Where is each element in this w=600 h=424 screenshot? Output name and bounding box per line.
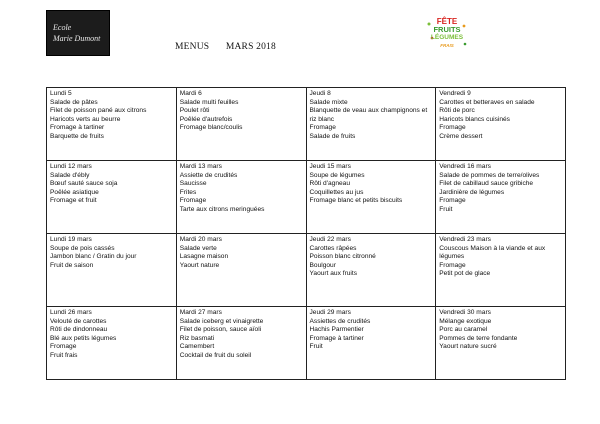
menu-item: Fruit: [439, 205, 453, 213]
menu-item: Crème dessert: [439, 132, 483, 140]
menu-item: Haricots verts au beurre: [50, 115, 121, 123]
menu-item: Soupe de légumes: [309, 171, 365, 179]
menu-item: Carottes râpées: [309, 244, 357, 252]
menu-item: Blanquette de veau aux champignons et riz blanc: [309, 107, 428, 123]
menu-item: Salade de fruits: [309, 132, 356, 140]
menu-item: Yaourt nature: [179, 261, 220, 269]
week-row: [47, 88, 566, 161]
menu-item: Mélange exotique: [439, 317, 492, 325]
festival-logo-fete: FÊTE: [436, 17, 458, 26]
menu-item: Cocktail de fruit du soleil: [179, 351, 252, 359]
menu-item: Saucisse: [179, 180, 207, 188]
menu-item: Fromage: [309, 124, 336, 132]
festival-logo: [426, 18, 468, 54]
menu-item: Fromage blanc et petits biscuits: [309, 197, 403, 205]
menu-item: Boulgour: [309, 261, 336, 269]
menu-cell: [47, 161, 177, 234]
menu-day: Lundi 26 mars: [50, 309, 92, 316]
menu-day: Mardi 20 mars: [179, 236, 222, 243]
menu-item: Fromage: [179, 197, 207, 205]
menu-item: Coquillettes au jus: [309, 188, 364, 196]
menu-item: Barquette de fruits: [50, 132, 104, 140]
menu-cell: [176, 234, 306, 307]
menu-day: Lundi 5: [50, 90, 72, 97]
menu-day: Jeudi 22 mars: [309, 236, 351, 243]
menu-item: Hachis Parmentier: [309, 326, 364, 334]
menu-day: Mardi 6: [179, 90, 202, 97]
page-title: [175, 42, 276, 52]
menu-item: Velouté de carottes: [50, 317, 107, 325]
week-row: [47, 234, 566, 307]
menu-item: Yaourt nature sucré: [439, 343, 497, 351]
school-logo: [46, 10, 110, 56]
menu-cell: [306, 307, 436, 380]
menu-cell: [306, 88, 436, 161]
week-row: [47, 161, 566, 234]
menu-item: Fromage: [439, 124, 466, 132]
menu-item: Haricots blancs cuisinés: [439, 115, 510, 123]
menu-day: Vendredi 30 mars: [439, 309, 491, 316]
menu-cell: [436, 161, 566, 234]
menu-cell: [306, 234, 436, 307]
menu-item: Soupe de pois cassés: [50, 244, 115, 252]
menu-item: Porc au caramel: [439, 326, 488, 334]
menu-cell: [436, 307, 566, 380]
menu-item: Fromage blanc/coulis: [179, 124, 243, 132]
month-label: MARS 2018: [225, 42, 276, 52]
menu-item: Salade de pâtes: [50, 98, 98, 106]
menu-item: Salade verte: [179, 244, 217, 252]
menu-cell: [47, 307, 177, 380]
menu-item: Yaourt aux fruits: [309, 270, 358, 278]
menu-day: Jeudi 15 mars: [309, 163, 351, 170]
menu-item: Rôti de dindonneau: [50, 326, 108, 334]
menu-cell: [47, 88, 177, 161]
menu-item: Salade mixte: [309, 98, 348, 106]
week-row: [47, 307, 566, 380]
menu-item: Fromage: [50, 343, 77, 351]
menu-item: Filet de poisson, sauce aïoli: [179, 326, 262, 334]
menu-item: Poulet rôti: [179, 107, 210, 115]
menu-cell: [47, 234, 177, 307]
menu-item: Riz basmati: [179, 334, 215, 342]
school-logo-line-2: Marie Dumont: [53, 34, 101, 43]
menu-item: Petit pot de glace: [439, 270, 491, 278]
menu-item: Bœuf sauté sauce soja: [50, 180, 118, 188]
menu-day: Jeudi 29 mars: [309, 309, 351, 316]
menu-item: Fromage: [439, 261, 466, 269]
festival-logo-legumes: LÉGUMES: [430, 34, 464, 41]
menu-item: Jardinière de légumes: [439, 188, 505, 196]
menu-table: [46, 87, 566, 380]
menu-item: Lasagne maison: [179, 253, 229, 261]
menu-item: Tarte aux citrons meringuées: [179, 205, 265, 213]
school-logo-line-1: Ecole: [53, 23, 72, 32]
menu-day: Lundi 12 mars: [50, 163, 92, 170]
menu-item: Frites: [179, 188, 197, 196]
menu-item: Fruit frais: [50, 351, 78, 359]
menu-item: Poêlée d'autrefois: [179, 115, 233, 123]
menu-cell: [176, 88, 306, 161]
menu-item: Fromage: [439, 197, 466, 205]
festival-logo-frais: FRAIS: [440, 43, 454, 48]
menu-cell: [306, 161, 436, 234]
menu-item: Blé aux petits légumes: [50, 334, 117, 342]
menu-item: Couscous Maison à la viande et aux légumes: [439, 244, 546, 261]
menu-day: Vendredi 16 mars: [439, 163, 491, 170]
menu-item: Fruit de saison: [50, 261, 94, 269]
menu-item: Salade multi feuilles: [179, 98, 239, 106]
menu-item: Jambon blanc / Gratin du jour: [50, 253, 137, 261]
menu-item: Poisson blanc citronné: [309, 253, 376, 261]
menu-day: Lundi 19 mars: [50, 236, 92, 243]
menu-cell: [176, 307, 306, 380]
menu-item: Pommes de terre fondante: [439, 334, 518, 342]
menu-cell: [436, 234, 566, 307]
menu-cell: [436, 88, 566, 161]
menu-item: Fromage à tartiner: [50, 124, 105, 132]
menu-item: Fruit: [309, 343, 323, 351]
menu-item: Filet de poisson pané aux citrons: [50, 107, 147, 115]
menu-day: Mardi 13 mars: [179, 163, 222, 170]
menu-item: Poêlée asiatique: [50, 188, 99, 196]
menu-item: Salade de pommes de terre/olives: [439, 171, 540, 179]
menu-item: Rôti d'agneau: [309, 180, 350, 188]
menu-day: Jeudi 8: [309, 90, 331, 97]
menu-item: Salade iceberg et vinaigrette: [179, 317, 264, 325]
menu-item: Rôti de porc: [439, 107, 475, 115]
menu-item: Camembert: [179, 343, 215, 351]
menu-day: Vendredi 9: [439, 90, 471, 97]
menus-label: MENUS: [175, 42, 210, 52]
menu-day: Mardi 27 mars: [179, 309, 222, 316]
menu-item: Carottes et betteraves en salade: [439, 98, 535, 106]
menu-item: Fromage à tartiner: [309, 334, 364, 342]
menu-item: Filet de cabillaud sauce gribiche: [439, 180, 534, 188]
menu-day: Vendredi 23 mars: [439, 236, 491, 243]
festival-logo-fruits: FRUITS: [433, 25, 461, 34]
menu-item: Salade d'ébly: [50, 171, 90, 179]
menu-item: Assiettes de crudités: [309, 317, 371, 325]
menu-item: Assiette de crudités: [179, 171, 238, 179]
menu-cell: [176, 161, 306, 234]
menu-item: Fromage et fruit: [50, 197, 97, 205]
